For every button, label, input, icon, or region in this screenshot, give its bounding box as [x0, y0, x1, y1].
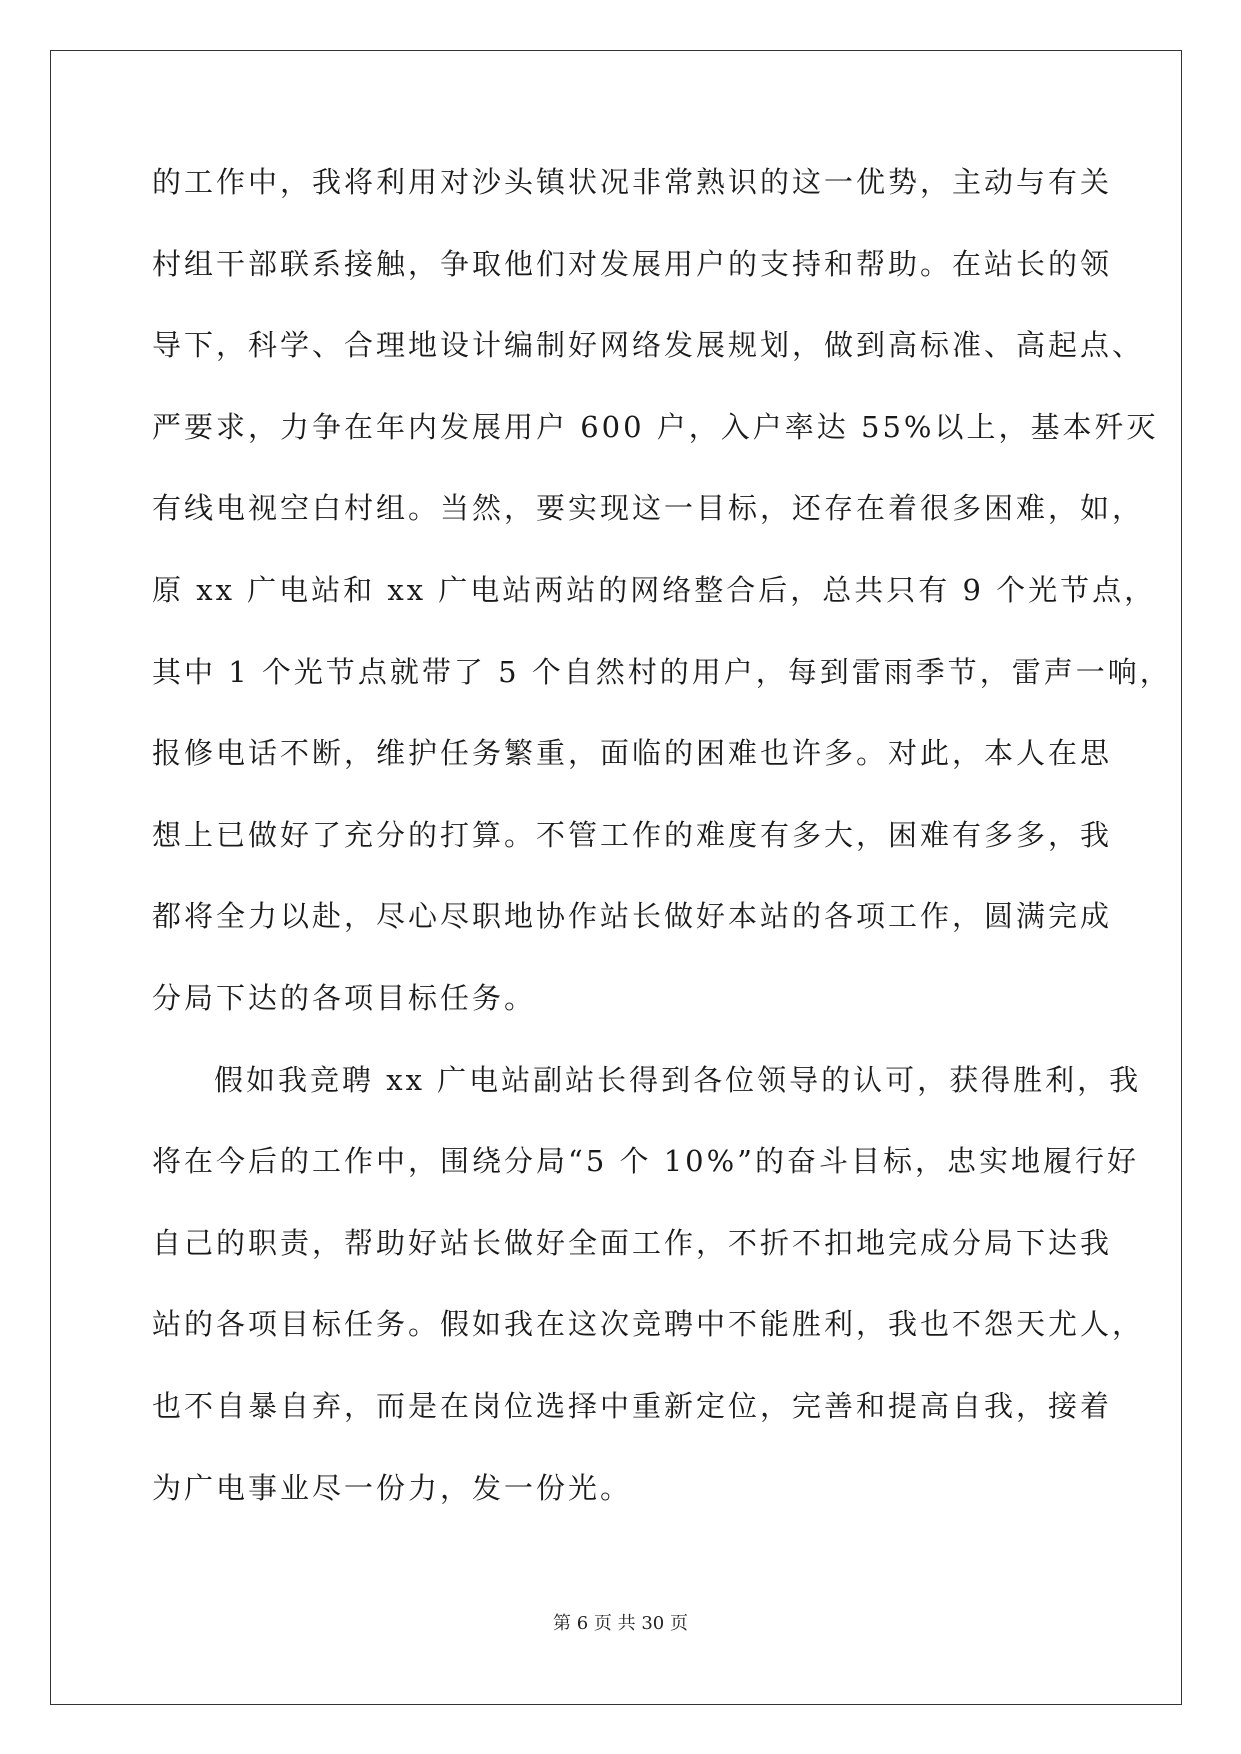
document-body: [152, 160, 1172, 1547]
text-line: 导下，科学、合理地设计编制好网络发展规划，做到高标准、高起点、: [152, 328, 1145, 363]
text-line: 有线电视空白村组。当然，要实现这一目标，还存在着很多困难，如，: [152, 491, 1145, 526]
text-line: 为广电事业尽一份力，发一份光。: [152, 1470, 633, 1505]
text-line: 站的各项目标任务。假如我在这次竞聘中不能胜利，我也不怨天尤人，: [152, 1307, 1145, 1342]
text-line: 都将全力以赴，尽心尽职地协作站长做好本站的各项工作，圆满完成: [152, 899, 1113, 934]
text-line: 原 xx 广电站和 xx 广电站两站的网络整合后，总共只有 9 个光节点，: [152, 572, 1157, 607]
text-line: 严要求，力争在年内发展用户 600 户，入户率达 55%以上，基本歼灭: [152, 409, 1159, 444]
page-number-footer: 第 6 页 共 30 页: [553, 1613, 688, 1634]
text-line: 分局下达的各项目标任务。: [152, 980, 537, 1015]
text-line: 的工作中，我将利用对沙头镇状况非常熟识的这一优势，主动与有关: [152, 165, 1113, 199]
text-line: 其中 1 个光节点就带了 5 个自然村的用户，每到雷雨季节，雷声一响，: [152, 654, 1172, 689]
text-line: 自己的职责，帮助好站长做好全面工作，不折不扣地完成分局下达我: [152, 1225, 1113, 1260]
text-line: 将在今后的工作中，围绕分局“5 个 10%”的奋斗目标，忠实地履行好: [152, 1144, 1139, 1179]
text-line: 村组干部联系接触，争取他们对发展用户的支持和帮助。在站长的领: [152, 246, 1113, 281]
text-line: 想上已做好了充分的打算。不管工作的难度有多大，困难有多多，我: [152, 817, 1113, 852]
text-line: 也不自暴自弃，而是在岗位选择中重新定位，完善和提高自我，接着: [152, 1388, 1113, 1423]
paragraph-first-line: 假如我竞聘 xx 广电站副站长得到各位领导的认可，获得胜利，我: [214, 1062, 1142, 1097]
text-line: 报修电话不断，维护任务繁重，面临的困难也许多。对此，本人在思: [152, 736, 1113, 771]
